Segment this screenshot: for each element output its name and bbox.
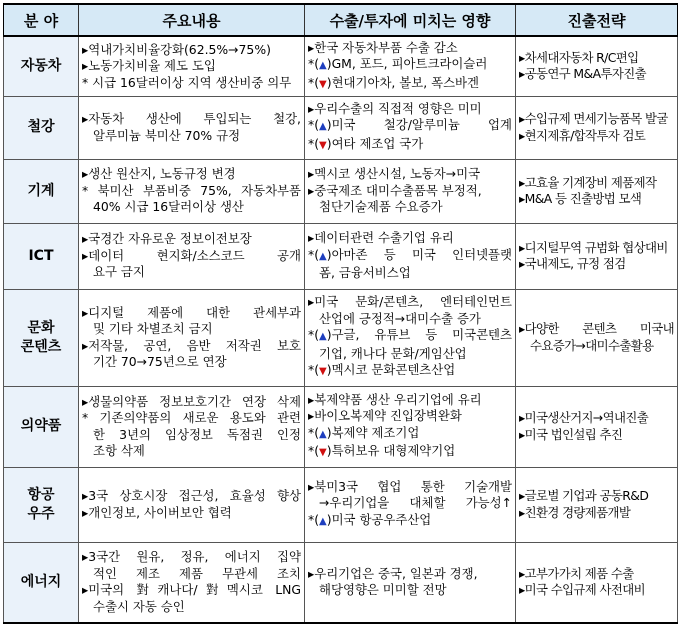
impact-text: 첨단기술제품 수요증가 <box>319 199 443 215</box>
sector-cell <box>4 223 79 289</box>
strategy-text: ▸글로벌 기업과 공동R&D <box>519 488 649 503</box>
strategy-line <box>519 582 674 599</box>
strategy-text: ▸수입규제 면세기능품목 발굴 <box>519 111 668 126</box>
impact-line <box>308 75 512 94</box>
content-text: ▸미국의 對캐나다/對멕시코 LNG <box>82 582 301 598</box>
content-text: ▸디지털 제품에 대한 관세부과 <box>82 304 301 320</box>
table-row <box>4 223 678 289</box>
table-row <box>4 289 678 386</box>
content-line <box>82 128 301 145</box>
content-cell <box>79 36 305 96</box>
strategy-line <box>519 66 674 83</box>
content-text: 기간 70→75년으로 연장 <box>93 354 227 369</box>
content-text: ▸생산 원산지, 노동규정 변경 <box>82 166 236 182</box>
content-text: 및 기타 차별조치 금지 <box>93 321 213 336</box>
impact-text: 미국 항공우주산업 <box>331 511 432 527</box>
strategy-text: ▸차세대자동차 R/C편입 <box>519 49 639 65</box>
sector-name: ICT <box>28 247 54 264</box>
impact-text: 폼, 금융서비스업 <box>319 265 411 281</box>
strategy-line <box>519 338 674 355</box>
content-line <box>82 338 301 355</box>
beneficiary-up-icon: *(▲) <box>308 511 332 527</box>
strategy-line <box>519 566 674 583</box>
impact-text: →우리기업을 대체할 가능성↑ <box>319 495 512 511</box>
impact-cell <box>305 542 516 623</box>
content-line <box>82 321 301 338</box>
content-line <box>82 42 301 59</box>
impact-text: ▸중국제조 대미수출품목 부정적, <box>308 182 482 198</box>
impact-line <box>308 199 512 216</box>
sector-name: 의약품 <box>20 418 62 434</box>
strategy-cell <box>516 96 678 159</box>
content-cell <box>79 159 305 223</box>
impact-line <box>308 582 512 599</box>
table-row <box>4 96 678 159</box>
content-line <box>82 599 301 616</box>
sector-cell <box>4 159 79 223</box>
content-text: ▸생물의약품 정보보호기간 연장 삭제 <box>82 393 301 409</box>
impact-text: 해당영향은 미미할 전망 <box>319 582 447 598</box>
content-cell <box>79 289 305 386</box>
strategy-cell <box>516 542 678 623</box>
impact-line <box>308 117 512 136</box>
content-line <box>82 410 301 427</box>
content-line <box>82 111 301 128</box>
harmed-down-icon: *(▼) <box>308 135 332 151</box>
content-line <box>82 582 301 599</box>
beneficiary-up-icon: *(▲) <box>308 56 332 71</box>
content-line <box>82 183 301 200</box>
header-main-content: 주요내용 <box>79 4 305 36</box>
strategy-text: ▸M&A 등 진출방법 모색 <box>519 191 642 206</box>
strategy-text: ▸현지제휴/합작투자 검토 <box>519 127 646 143</box>
strategy-line <box>519 128 674 145</box>
impact-line <box>308 136 512 155</box>
content-cell <box>79 96 305 159</box>
content-cell <box>79 467 305 542</box>
impact-line <box>308 495 512 512</box>
content-text: 40% 시급 16달러이상 생산 <box>93 199 244 215</box>
content-text: 한 3년의 임상정보 독점권 인정 <box>93 426 301 442</box>
content-line <box>82 427 301 444</box>
impact-line <box>308 408 512 425</box>
strategy-line <box>519 175 674 192</box>
impact-cell <box>305 223 516 289</box>
table-row <box>4 36 678 96</box>
impact-text: ▸우리수출의 직접적 영향은 미미 <box>308 100 482 116</box>
impact-text: 복제약 제조기업 <box>331 424 420 440</box>
impact-line <box>308 230 512 247</box>
strategy-line <box>519 191 674 208</box>
strategy-line <box>519 505 674 522</box>
strategy-text: ▸국내제도, 규정 점검 <box>519 256 626 271</box>
impact-line <box>308 566 512 583</box>
impact-line <box>308 362 512 381</box>
content-text: ▸3국 상호시장 접근성, 효율성 향상 <box>82 488 301 503</box>
strategy-text: ▸디지털무역 규범화 협상대비 <box>519 239 668 255</box>
strategy-line <box>519 111 674 128</box>
sector-name: 콘텐츠 <box>20 338 62 355</box>
impact-line <box>308 265 512 282</box>
impact-line <box>308 56 512 75</box>
sector-name: 항공 <box>27 486 55 503</box>
content-line <box>82 199 301 216</box>
content-line <box>82 443 301 460</box>
impact-line <box>308 425 512 444</box>
strategy-line <box>519 410 674 427</box>
sector-cell <box>4 467 79 542</box>
impact-cell <box>305 386 516 467</box>
impact-line <box>308 247 512 266</box>
impact-text: ▸우리기업은 중국, 일본과 경쟁, <box>308 565 478 581</box>
impact-line <box>308 392 512 409</box>
content-line <box>82 166 301 183</box>
impact-text: 특허보유 대형제약기업 <box>331 443 456 458</box>
impact-text: 현대기아차, 볼보, 폭스바겐 <box>331 74 479 90</box>
beneficiary-up-icon: *(▲) <box>308 117 332 133</box>
content-line <box>82 354 301 371</box>
strategy-text: ▸고부가가치 제품 수출 <box>519 565 634 581</box>
sector-name: 에너지 <box>20 573 62 590</box>
content-text: 수출시 자동 승인 <box>93 598 185 614</box>
content-text: ▸개인정보, 사이버보안 협력 <box>82 504 232 520</box>
header-sector: 분 야 <box>4 4 79 36</box>
impact-text: GM, 포드, 피아트크라이슬러 <box>331 56 488 71</box>
impact-text: 여타 제조업 국가 <box>331 135 424 151</box>
content-line <box>82 231 301 248</box>
impact-text: 아마존 등 미국 인터넷플랫 <box>331 246 512 262</box>
impact-cell <box>305 467 516 542</box>
content-line <box>82 549 301 566</box>
table-row <box>4 386 678 467</box>
usmca-impact-table <box>3 3 678 624</box>
strategy-cell <box>516 289 678 386</box>
impact-cell <box>305 289 516 386</box>
sector-cell <box>4 36 79 96</box>
impact-text: ▸한국 자동차부품 수출 감소 <box>308 39 458 55</box>
impact-line <box>308 40 512 57</box>
impact-text: ▸미국 문화/콘텐츠, 엔터테인먼트 <box>308 294 512 310</box>
sector-cell <box>4 96 79 159</box>
harmed-down-icon: *(▼) <box>308 362 332 378</box>
impact-text: 산업에 긍정적→대미수출 증가 <box>319 310 481 326</box>
table-row <box>4 159 678 223</box>
strategy-text: ▸미국 수입규제 사전대비 <box>519 582 645 598</box>
beneficiary-up-icon: *(▲) <box>308 246 332 262</box>
sector-name: 우주 <box>27 505 55 522</box>
content-text: ▸노동가치비율 제도 도입 <box>82 58 216 73</box>
table-body <box>4 36 678 623</box>
content-line <box>82 394 301 411</box>
harmed-down-icon: *(▼) <box>308 443 332 458</box>
sector-name: 철강 <box>27 119 55 135</box>
impact-line <box>308 311 512 328</box>
content-text: ▸역내가치비율강화(62.5%→75%) <box>82 41 271 57</box>
content-cell <box>79 542 305 623</box>
strategy-cell <box>516 467 678 542</box>
header-strategy: 진출전략 <box>516 4 678 36</box>
harmed-down-icon: *(▼) <box>308 74 332 90</box>
content-line <box>82 488 301 505</box>
content-line <box>82 264 301 281</box>
strategy-text: ▸미국 법인설립 추진 <box>519 426 623 442</box>
impact-text: 미국 철강/알루미늄 업계 <box>331 117 512 133</box>
impact-text: 구글, 유튜브 등 미국콘텐츠 <box>331 327 512 343</box>
content-text: * 기존의약품의 새로운 용도와 관련 <box>82 410 301 425</box>
impact-text: 멕시코 문화콘텐츠산업 <box>331 362 456 378</box>
content-text: ▸3국간 원유, 정유, 에너지 집약 <box>82 549 301 565</box>
strategy-line <box>519 321 674 338</box>
strategy-text: ▸다양한 콘텐츠 미국내 <box>519 321 674 336</box>
table-row <box>4 542 678 623</box>
content-line <box>82 58 301 75</box>
table-header-row <box>4 4 678 36</box>
strategy-line <box>519 50 674 67</box>
sector-name: 자동차 <box>20 57 62 74</box>
content-text: 조항 삭제 <box>93 443 145 458</box>
strategy-text: ▸미국생산거지→역내진출 <box>519 410 649 425</box>
strategy-line <box>519 240 674 257</box>
impact-cell <box>305 159 516 223</box>
impact-line <box>308 183 512 200</box>
content-cell <box>79 386 305 467</box>
impact-line <box>308 346 512 363</box>
impact-cell <box>305 36 516 96</box>
content-text: ▸국경간 자유로운 정보이전보장 <box>82 231 252 247</box>
strategy-text: 수요증가→대미수출활용 <box>530 337 654 353</box>
impact-line <box>308 327 512 346</box>
sector-cell <box>4 542 79 623</box>
sector-name: 기계 <box>27 182 55 199</box>
strategy-line <box>519 427 674 444</box>
content-line <box>82 566 301 583</box>
sector-name: 문화 <box>27 319 55 336</box>
impact-text: ▸북미3국 협업 통한 기술개발 <box>308 478 512 494</box>
table-row <box>4 467 678 542</box>
sector-cell <box>4 289 79 386</box>
strategy-text: ▸친환경 경량제품개발 <box>519 504 631 520</box>
impact-line <box>308 294 512 311</box>
strategy-cell <box>516 36 678 96</box>
impact-text: ▸멕시코 생산시설, 노동자→미국 <box>308 166 481 182</box>
beneficiary-up-icon: *(▲) <box>308 327 332 343</box>
impact-text: 기업, 캐나다 문화/게임산업 <box>319 345 467 361</box>
impact-line <box>308 101 512 118</box>
strategy-cell <box>516 223 678 289</box>
content-text: 적인 제조 제품 무관세 조치 <box>93 565 301 581</box>
content-text: * 시급 16달러이상 지역 생산비중 의무 <box>82 74 292 90</box>
strategy-line <box>519 488 674 505</box>
content-text: 요구 금지 <box>93 264 145 280</box>
content-text: ▸데이터 현지화/소스코드 공개 <box>82 247 301 263</box>
impact-line <box>308 166 512 183</box>
content-line <box>82 505 301 522</box>
content-cell <box>79 223 305 289</box>
impact-line <box>308 479 512 496</box>
impact-line <box>308 443 512 462</box>
strategy-text: ▸공동연구 M&A투자진출 <box>519 66 646 82</box>
beneficiary-up-icon: *(▲) <box>308 424 332 440</box>
impact-text: ▸복제약품 생산 우리기업에 유리 <box>308 391 482 407</box>
sector-cell <box>4 386 79 467</box>
header-export-impact: 수출/투자에 미치는 영향 <box>305 4 516 36</box>
content-line <box>82 305 301 322</box>
impact-line <box>308 512 512 531</box>
strategy-line <box>519 256 674 273</box>
strategy-text: ▸고효율 기계장비 제품제작 <box>519 174 657 190</box>
strategy-cell <box>516 386 678 467</box>
content-line <box>82 248 301 265</box>
impact-text: ▸데이터관련 수출기업 유리 <box>308 230 454 246</box>
content-text: 알루미늄 북미산 70% 규정 <box>93 127 241 143</box>
impact-text: ▸바이오복제약 진입장벽완화 <box>308 408 462 423</box>
impact-cell <box>305 96 516 159</box>
content-line <box>82 75 301 92</box>
content-text: * 북미산 부품비중 75%, 자동차부품 <box>82 182 301 198</box>
content-text: ▸자동차 생산에 투입되는 철강, <box>82 111 301 126</box>
content-text: ▸저작물, 공연, 음반 저작권 보호 <box>82 337 301 353</box>
strategy-cell <box>516 159 678 223</box>
